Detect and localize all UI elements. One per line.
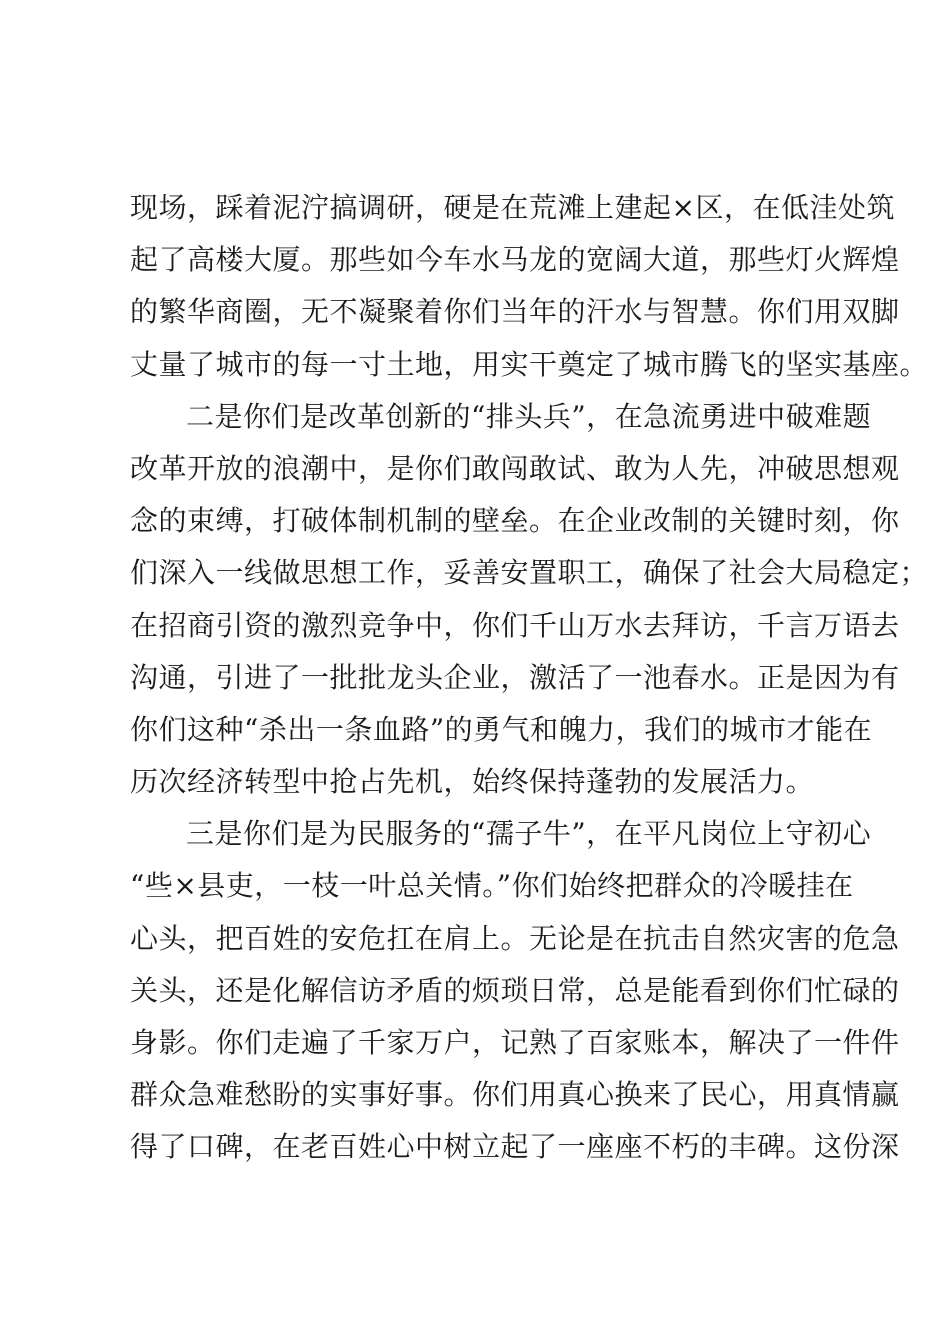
paragraph-2-line-7: 你们这种“杀出一条血路”的勇气和魄力，我们的城市才能在 [130, 712, 873, 746]
paragraph-1-line-1: 现场，踩着泥泞搞调研，硬是在荒滩上建起×区，在低洼处筑 [130, 191, 895, 224]
paragraph-1-line-3: 的繁华商圈，无不凝聚着你们当年的汗水与智慧。你们用双脚 [130, 295, 900, 329]
paragraph-3-line-6: 群众急难愁盼的实事好事。你们用真心换来了民心，用真情赢 [130, 1078, 900, 1112]
paragraph-2-line-2: 改革开放的浪潮中，是你们敢闯敢试、敢为人先，冲破思想观 [130, 451, 900, 485]
paragraph-3-heading-line: 三是你们是为民服务的“孺子牛”，在平凡岗位上守初心 [186, 817, 872, 851]
paragraph-2-line-5: 在招商引资的激烈竞争中，你们千山万水去拜访，千言万语去 [130, 608, 900, 642]
paragraph-2-line-4: 们深入一线做思想工作，妥善安置职工，确保了社会大局稳定； [130, 556, 929, 590]
paragraph-3-line-3: 心头，把百姓的安危扛在肩上。无论是在抗击自然灾害的危急 [130, 921, 900, 955]
paragraph-2-line-8: 历次经济转型中抢占先机，始终保持蓬勃的发展活力。 [130, 765, 815, 799]
paragraph-1-line-4: 丈量了城市的每一寸土地，用实干奠定了城市腾飞的坚实基座。 [130, 347, 929, 381]
document-body [130, 182, 929, 1174]
paragraph-3-line-5: 身影。你们走遍了千家万户，记熟了百家账本，解决了一件件 [130, 1026, 900, 1059]
paragraph-1-line-2: 起了高楼大厦。那些如今车水马龙的宽阔大道，那些灯火辉煌 [130, 243, 900, 277]
paragraph-2-line-3: 念的束缚，打破体制机制的壁垒。在企业改制的关键时刻，你 [130, 504, 900, 538]
paragraph-3-line-2: “些×县吏，一枝一叶总关情。”你们始终把群众的冷暖挂在 [130, 869, 854, 903]
paragraph-2-line-6: 沟通，引进了一批批龙头企业，激活了一池春水。正是因为有 [130, 660, 900, 694]
paragraph-3-line-4: 关头，还是化解信访矛盾的烦琐日常，总是能看到你们忙碌的 [130, 973, 900, 1007]
paragraph-2-heading-line: 二是你们是改革创新的“排头兵”，在急流勇进中破难题 [186, 399, 872, 433]
paragraph-3-line-7: 得了口碑，在老百姓心中树立起了一座座不朽的丰碑。这份深 [130, 1130, 900, 1164]
